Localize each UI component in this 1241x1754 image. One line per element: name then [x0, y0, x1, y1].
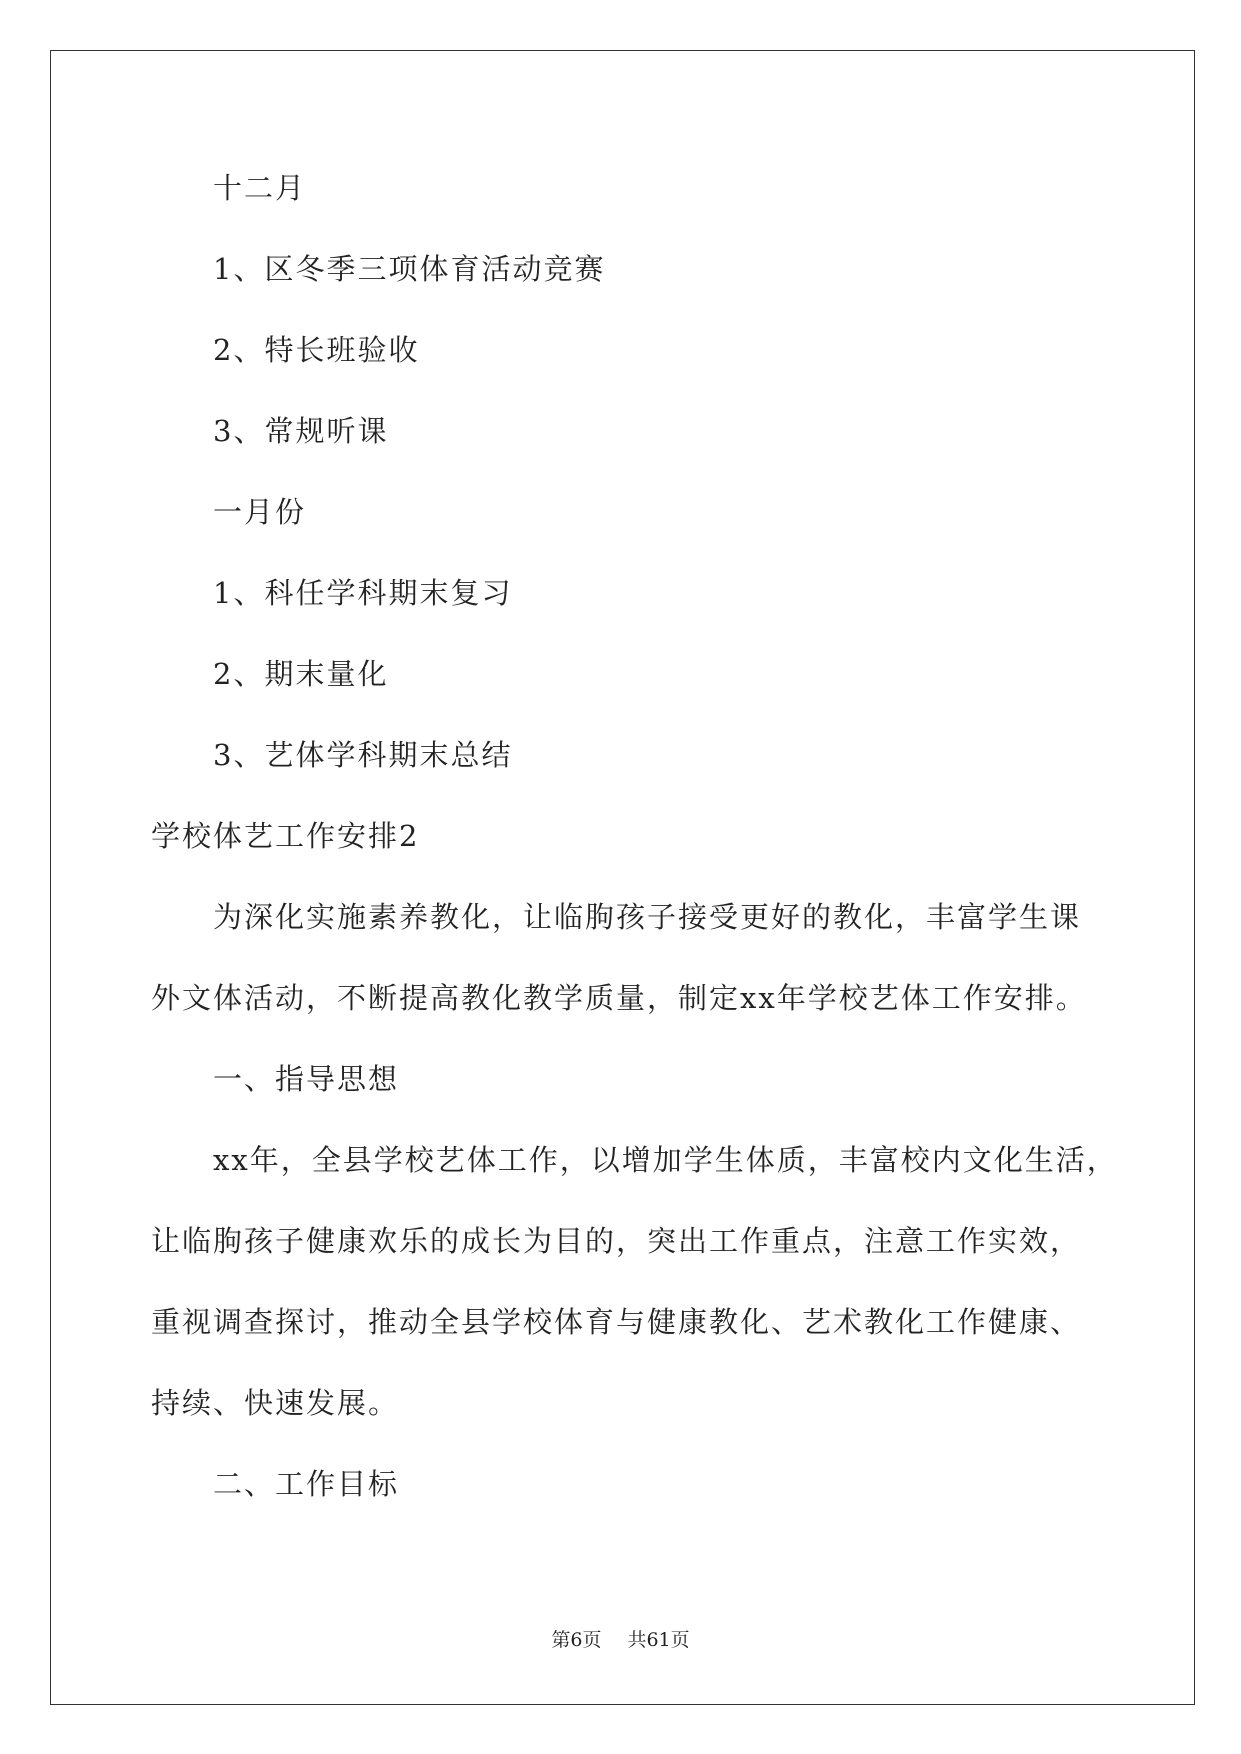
- list-item: 3、艺体学科期末总结: [213, 738, 513, 772]
- subsection-heading: 二、工作目标: [213, 1467, 400, 1501]
- list-item: 2、特长班验收: [213, 333, 420, 367]
- section-title: 学校体艺工作安排2: [151, 819, 420, 853]
- paragraph-line: 为深化实施素养教化，让临朐孩子接受更好的教化，丰富学生课: [213, 900, 1082, 934]
- month-heading: 一月份: [213, 495, 307, 529]
- list-item: 3、常规听课: [213, 414, 389, 448]
- paragraph-line: 重视调查探讨，推动全县学校体育与健康教化、艺术教化工作健康、: [151, 1305, 1082, 1339]
- subsection-heading: 一、指导思想: [213, 1062, 400, 1096]
- list-item: 2、期末量化: [213, 657, 389, 691]
- paragraph-line: 让临朐孩子健康欢乐的成长为目的，突出工作重点，注意工作实效，: [151, 1224, 1082, 1258]
- paragraph-line: xx年，全县学校艺体工作，以增加学生体质，丰富校内文化生活，: [213, 1143, 1118, 1177]
- month-heading: 十二月: [213, 171, 307, 205]
- list-item: 1、科任学科期末复习: [213, 576, 513, 610]
- page-border: [50, 50, 1195, 1705]
- paragraph-line: 持续、快速发展。: [151, 1386, 400, 1420]
- current-page-number: 第6页: [551, 1629, 602, 1651]
- total-pages: 共61页: [627, 1629, 690, 1651]
- page-footer: [0, 1628, 1241, 1652]
- paragraph-line: 外文体活动，不断提高教化教学质量，制定xx年学校艺体工作安排。: [151, 981, 1087, 1015]
- list-item: 1、区冬季三项体育活动竞赛: [213, 252, 606, 286]
